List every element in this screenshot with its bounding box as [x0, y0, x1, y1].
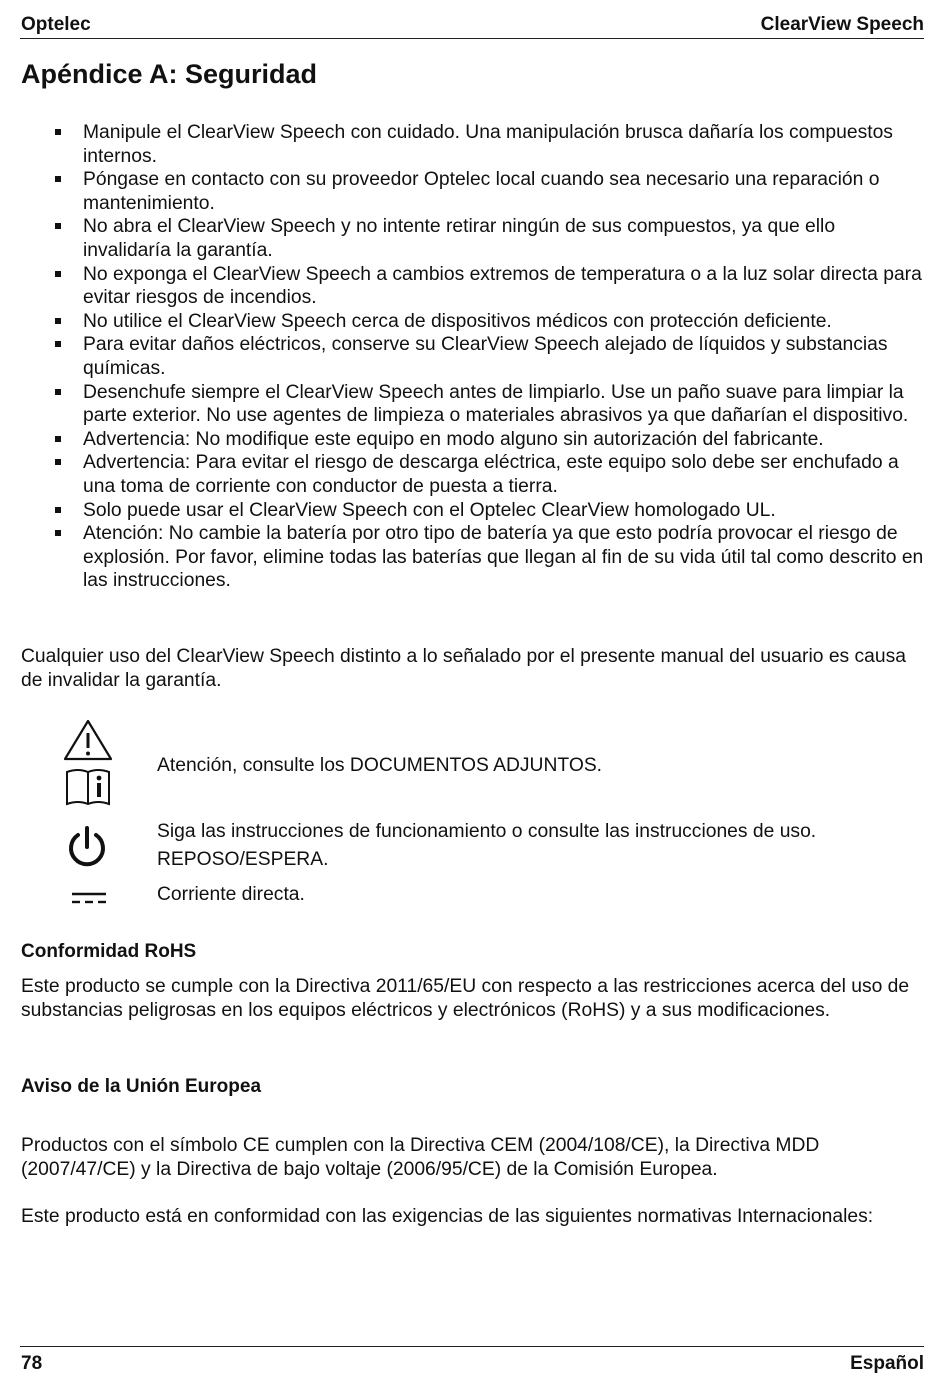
bullet-square-icon — [55, 459, 61, 465]
bullet-square-icon — [55, 341, 61, 347]
dc-text: Corriente directa. — [157, 884, 305, 905]
bullet-square-icon — [55, 436, 61, 442]
page-header — [20, 14, 924, 39]
header-product: ClearView Speech — [760, 14, 924, 35]
list-item: No utilice el ClearView Speech cerca de dispositivos médicos con protección deficiente. — [21, 310, 926, 334]
page-footer — [20, 1346, 924, 1377]
list-item: Manipule el ClearView Speech con cuidado. Una manipulación brusca dañaría los compuestos internos. — [21, 121, 926, 168]
eu-heading: Aviso de la Unión Europea — [21, 1076, 262, 1097]
list-item: Atención: No cambie la batería por otro tipo de batería ya que esto podría provocar el riesgo de explosión. Por favor, elimine todas las baterías que llegan al fin de su vida útil tal como descrito en las instrucciones. — [21, 522, 926, 593]
caution-text: Atención, consulte los DOCUMENTOS ADJUNTOS. — [157, 755, 603, 776]
standards-text: Este producto está en conformidad con las exigencias de las siguientes normativas Internacionales: — [21, 1206, 874, 1227]
rohs-text: Este producto se cumple con la Directiva 2011/65/EU con respecto a las restricciones acerca del uso de substancias peligrosas en los equipos eléctricos y electrónicos (RoHS) y a sus modificaciones. — [21, 976, 910, 1021]
rohs-heading: Conformidad RoHS — [21, 941, 197, 962]
list-item: No abra el ClearView Speech y no intente retirar ningún de sus compuestos, ya que ello invalidaría la garantía. — [21, 215, 926, 262]
warning-triangle-icon — [62, 718, 114, 808]
bullet-square-icon — [55, 507, 61, 513]
page-number: 78 — [21, 1353, 43, 1374]
footer-language: Español — [850, 1353, 924, 1374]
direct-current-icon — [71, 891, 107, 905]
list-item: No exponga el ClearView Speech a cambios extremos de temperatura o a la luz solar directa para evitar riesgos de incendios. — [21, 263, 926, 310]
standby-label: REPOSO/ESPERA. — [157, 849, 329, 870]
bullet-square-icon — [55, 318, 61, 324]
bullet-square-icon — [55, 389, 61, 395]
standby-text: Siga las instrucciones de funcionamiento o consulte las instrucciones de uso. — [157, 821, 817, 842]
header-brand: Optelec — [21, 14, 91, 35]
bullet-square-icon — [55, 176, 61, 182]
power-icon — [66, 825, 108, 869]
bullet-square-icon — [55, 129, 61, 135]
bullet-square-icon — [55, 223, 61, 229]
list-item: Desenchufe siempre el ClearView Speech antes de limpiarlo. Use un paño suave para limpiar la parte exterior. No use agentes de limpieza o materiales abrasivos ya que dañarían el dispositivo. — [21, 381, 926, 428]
warranty-note: Cualquier uso del ClearView Speech distinto a lo señalado por el presente manual del usuario es causa de invalidar la garantía. — [21, 646, 906, 691]
list-item: Póngase en contacto con su proveedor Optelec local cuando sea necesario una reparación o mantenimiento. — [21, 168, 926, 215]
list-item: Advertencia: Para evitar el riesgo de descarga eléctrica, este equipo solo debe ser enchufado a una toma de corriente con conductor de puesta a tierra. — [21, 451, 926, 498]
list-item: Para evitar daños eléctricos, conserve su ClearView Speech alejado de líquidos y substancias químicas. — [21, 333, 926, 380]
list-item: Solo puede usar el ClearView Speech con el Optelec ClearView homologado UL. — [21, 499, 926, 523]
bullet-square-icon — [55, 530, 61, 536]
page-title: Apéndice A: Seguridad — [21, 59, 318, 89]
eu-text: Productos con el símbolo CE cumplen con la Directiva CEM (2004/108/CE), la Directiva MDD (2007/47/CE) y la Directiva de bajo voltaje (2006/95/CE) de la Comisión Europea. — [21, 1135, 820, 1180]
safety-list — [21, 121, 926, 593]
list-item: Advertencia: No modifique este equipo en modo alguno sin autorización del fabricante. — [21, 428, 926, 452]
instruction-manual-icon — [67, 770, 109, 804]
bullet-square-icon — [55, 271, 61, 277]
